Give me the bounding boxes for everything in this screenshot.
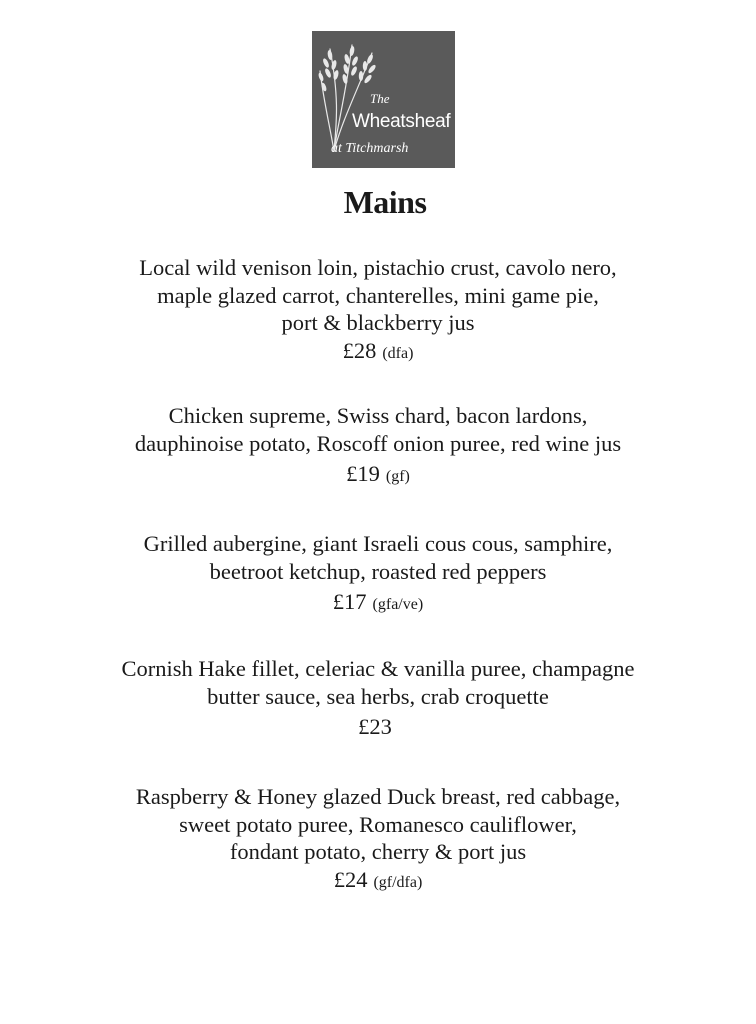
- dish-description: fondant potato, cherry & port jus: [229, 839, 527, 864]
- dish-price: £24: [333, 866, 368, 892]
- page-title: Mains: [343, 184, 427, 220]
- dietary-note: (gfa/ve): [372, 596, 424, 613]
- menu-item: [0, 402, 756, 491]
- dietary-note: (gf): [385, 468, 410, 485]
- dish-description: dauphinoise potato, Roscoff onion puree, red wine jus: [134, 430, 622, 456]
- logo-text-name: Wheatsheaf: [352, 111, 451, 132]
- menu-item: [0, 655, 756, 744]
- dish-price: £19: [346, 461, 380, 486]
- price-row: [0, 460, 756, 491]
- dish-description: sweet potato puree, Romanesco cauliflower,: [179, 811, 577, 837]
- logo-text-place: at Titchmarsh: [331, 141, 409, 156]
- menu-item: [0, 254, 756, 368]
- dish-description: Local wild venison loin, pistachio crust, cavolo nero,: [139, 255, 617, 280]
- dish-description: Chicken supreme, Swiss chard, bacon lardons,: [168, 403, 588, 428]
- menu-item: [0, 783, 756, 897]
- price-row: [0, 337, 756, 368]
- dish-price: £17: [332, 589, 367, 614]
- dish-price: £28: [342, 337, 377, 363]
- dish-description: Cornish Hake fillet, celeriac & vanilla puree, champagne: [121, 656, 635, 681]
- dish-description: maple glazed carrot, chanterelles, mini game pie,: [157, 282, 599, 308]
- dietary-note: (gf/dfa): [373, 873, 423, 891]
- logo-text-the: The: [370, 91, 390, 106]
- menu-item: [0, 530, 756, 619]
- dish-price: £23: [358, 714, 392, 739]
- price-row: [0, 866, 756, 897]
- dish-description: butter sauce, sea herbs, crab croquette: [207, 683, 549, 709]
- dish-description: Raspberry & Honey glazed Duck breast, red cabbage,: [135, 784, 621, 809]
- restaurant-logo: [312, 31, 455, 168]
- dish-description: Grilled aubergine, giant Israeli cous cous, samphire,: [143, 531, 613, 556]
- price-row: [0, 588, 756, 619]
- dish-description: port & blackberry jus: [281, 310, 475, 335]
- dietary-note: (dfa): [382, 344, 414, 362]
- price-row: [0, 713, 756, 744]
- dish-description: beetroot ketchup, roasted red peppers: [209, 558, 547, 584]
